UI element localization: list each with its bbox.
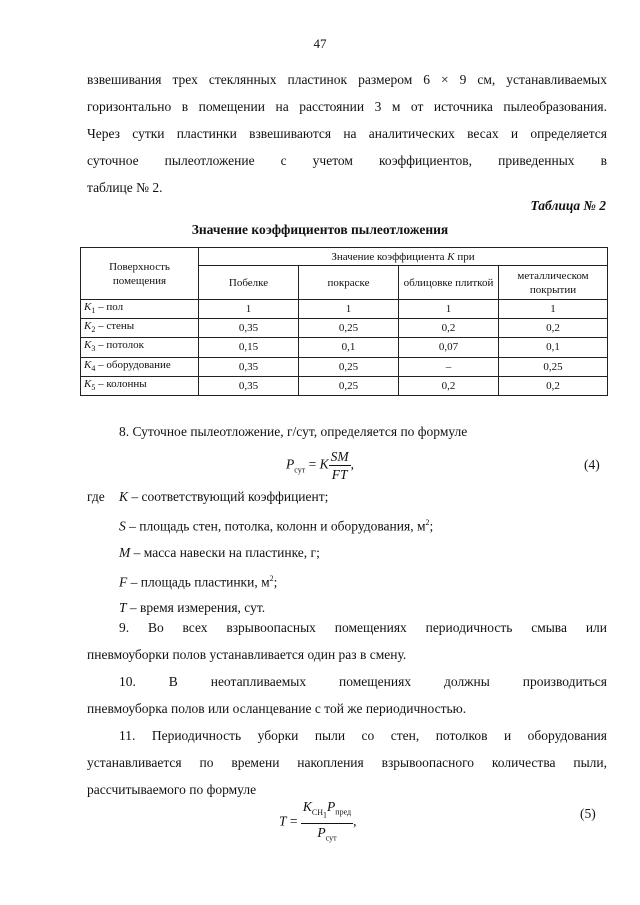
definition-text: – масса навески на пластинке, г;: [130, 544, 320, 560]
coefficient-index: 5: [91, 382, 96, 392]
table-row: [81, 300, 608, 319]
table-cell: 0,1: [299, 338, 399, 357]
coefficient-index: 3: [91, 344, 96, 354]
table-cell: 0,25: [299, 319, 399, 338]
formula-symbol: P: [286, 456, 295, 472]
table-cell: 0,1: [499, 338, 608, 357]
table-cell: 0,35: [199, 376, 299, 395]
definition-text: – соответствующий коэффициент;: [128, 489, 329, 504]
surface-name: – пол: [95, 301, 124, 313]
table-cell: 0,25: [299, 357, 399, 376]
text-line: Через сутки пластинки взвешиваются на аналитических весах и определяется: [87, 126, 607, 141]
coefficient-index: 2: [91, 325, 96, 335]
header-surface: Поверхность помещения: [81, 248, 199, 300]
formula-symbol: K: [302, 799, 312, 814]
row-label: [81, 300, 199, 319]
coefficient-symbol: K: [84, 358, 92, 371]
formula-subscript: сут: [325, 833, 337, 843]
table-cell: 0,2: [499, 376, 608, 395]
definition-end: ;: [273, 574, 278, 589]
table-row: [81, 338, 608, 357]
formula-subscript: пред: [335, 807, 352, 817]
table-cell: 1: [399, 300, 499, 319]
text-line: пневмоуборка полов или осланцевание с той же периодичностью.: [87, 701, 467, 716]
definition-symbol: K: [119, 489, 129, 504]
row-label: [81, 319, 199, 338]
formula-fraction: [301, 798, 353, 847]
table-cell: 0,2: [399, 319, 499, 338]
definition-item: [119, 566, 433, 596]
text-line: суточное пылеотложение с учетом коэффициентов, приведенных в: [87, 153, 607, 168]
text-line: устанавливается по времени накопления взрывоопасного количества пыли,: [87, 755, 607, 770]
item-9: [87, 614, 607, 668]
table-cell: –: [399, 357, 499, 376]
formula-denominator: [301, 824, 353, 847]
definition-item: [119, 484, 433, 510]
surface-name: – оборудование: [95, 358, 171, 371]
text-line: таблице № 2.: [87, 180, 163, 195]
formula-numerator: [301, 798, 353, 824]
formula-tail: ,: [353, 813, 357, 829]
formula-fraction: [329, 448, 351, 483]
formula-numerator: SM: [330, 449, 349, 464]
header-group-text: Значение коэффициента K при: [331, 250, 475, 263]
formula-4: [286, 448, 354, 483]
column-header: облицовке плиткой: [399, 266, 499, 300]
surface-name: – колонны: [95, 377, 147, 390]
definition-text: – время измерения, сут.: [126, 600, 266, 615]
coefficient-table: [80, 247, 608, 396]
coefficient-index: 1: [91, 306, 96, 316]
surface-name: – потолок: [95, 339, 144, 352]
formula-operator: =: [305, 456, 320, 472]
page-number: 47: [313, 36, 327, 51]
row-label: [81, 357, 199, 376]
item-8: [119, 418, 559, 445]
definition-end: ;: [429, 518, 434, 534]
row-label: [81, 376, 199, 395]
text-line: пневмоуборки полов устанавливается один раз в смену.: [87, 647, 407, 662]
definitions-list: [119, 484, 433, 621]
definition-text: – площадь стен, потолка, колонн и оборудования, м: [125, 518, 426, 534]
where-word: где: [87, 489, 105, 504]
formula-5: [279, 798, 356, 847]
table-cell: 0,25: [499, 357, 608, 376]
formula-denominator: FT: [331, 467, 348, 482]
formula-tail: ,: [350, 456, 354, 472]
table-cell: 0,07: [399, 338, 499, 357]
definition-item: [119, 510, 433, 540]
table-cell: 0,35: [199, 319, 299, 338]
equation-number: (5): [580, 806, 596, 821]
text-line: рассчитываемого по формуле: [87, 782, 257, 797]
item-10: [87, 668, 607, 722]
column-header: Побелке: [199, 266, 299, 300]
definition-symbol: S: [119, 518, 126, 534]
table-cell: 1: [199, 300, 299, 319]
table-title: Значение коэффициентов пылеотложения: [191, 222, 449, 237]
table-cell: 0,15: [199, 338, 299, 357]
table-label: Таблица № 2: [530, 198, 606, 213]
table-row: [81, 319, 608, 338]
formula-subscript: 1: [323, 810, 328, 820]
text-line: 9. Во всех взрывоопасных помещениях периодичность смыва или: [119, 620, 607, 635]
header-group: [199, 248, 608, 266]
definition-text: – площадь пластинки, м: [127, 574, 270, 589]
table-cell: 1: [299, 300, 399, 319]
column-header: покраске: [299, 266, 399, 300]
equation-number: (4): [584, 457, 600, 472]
column-header: металлическом покрытии: [499, 266, 608, 300]
table-cell: 0,35: [199, 357, 299, 376]
table-row: [81, 376, 608, 395]
definition-item: [119, 540, 433, 566]
table-cell: 0,2: [399, 376, 499, 395]
formula-symbol: K: [319, 456, 329, 472]
formula-symbol: P: [327, 799, 336, 814]
formula-subscript: CH: [311, 807, 324, 817]
formula-operator: =: [286, 813, 301, 829]
formula-symbol: P: [317, 825, 326, 841]
surface-name: – стены: [95, 320, 135, 333]
table-cell: 0,25: [299, 376, 399, 395]
formula-symbol: T: [279, 813, 287, 829]
coefficient-symbol: K: [84, 339, 92, 352]
definition-symbol: M: [119, 544, 131, 560]
text-line: 11. Периодичность уборки пыли со стен, потолков и оборудования: [119, 728, 607, 743]
table-cell: 1: [499, 300, 608, 319]
formula-subscript: сут: [294, 465, 306, 475]
text-line: 10. В неотапливаемых помещениях должны производиться: [119, 674, 607, 689]
definition-symbol: T: [119, 600, 127, 615]
coefficient-symbol: K: [84, 301, 92, 313]
definition-symbol: F: [119, 574, 128, 589]
coefficient-symbol: K: [84, 377, 92, 390]
definition-superscript: 2: [269, 573, 274, 583]
definition-superscript: 2: [425, 518, 430, 527]
text-line: взвешивания трех стеклянных пластинок размером 6 × 9 см, устанавливаемых: [87, 72, 607, 87]
row-label: [81, 338, 199, 357]
intro-paragraph: [87, 66, 607, 201]
coefficient-index: 4: [91, 363, 96, 373]
text-line: горизонтально в помещении на расстоянии 3 м от источника пылеобразования.: [87, 99, 607, 114]
item-11: [87, 722, 607, 803]
text-line: 8. Суточное пылеотложение, г/сут, определяется по формуле: [119, 424, 468, 439]
table-cell: 0,2: [499, 319, 608, 338]
table-row: [81, 357, 608, 376]
coefficient-symbol: K: [84, 320, 92, 333]
